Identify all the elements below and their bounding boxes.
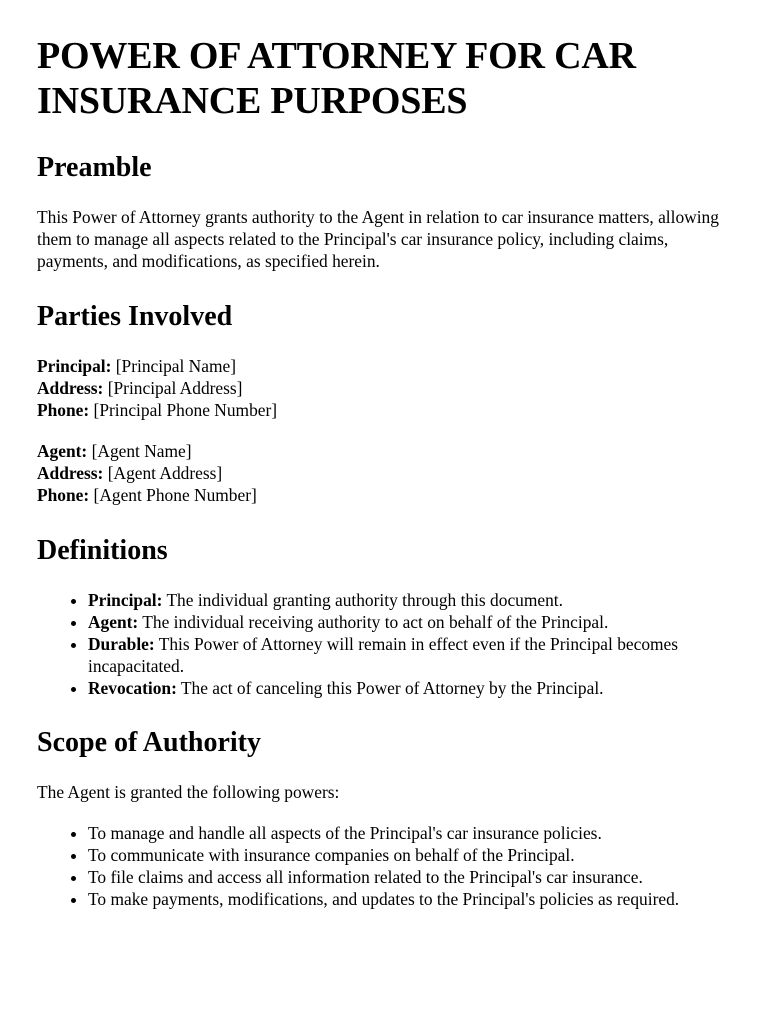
agent-phone-value: [Agent Phone Number] (93, 485, 257, 505)
scope-item: • To communicate with insurance companies on behalf of the Principal. (88, 844, 733, 866)
agent-address-value: [Agent Address] (107, 463, 223, 483)
principal-block (37, 355, 733, 421)
agent-address-label: Address: (37, 463, 104, 483)
document-title: POWER OF ATTORNEY FOR CAR INSURANCE PURPOSES (37, 35, 636, 122)
principal-name-value: [Principal Name] (115, 356, 236, 376)
definition-term: Durable: (88, 634, 155, 654)
principal-address-value: [Principal Address] (107, 378, 243, 398)
agent-address-line (37, 462, 733, 484)
principal-phone-line (37, 399, 733, 421)
preamble-heading: Preamble (37, 152, 152, 183)
definition-term: Revocation: (88, 678, 177, 698)
definition-item (88, 633, 733, 677)
definition-text: This Power of Attorney will remain in effect even if the Principal becomes incapacitated. (88, 634, 679, 676)
preamble-section (37, 152, 733, 272)
agent-phone-line (37, 484, 733, 506)
definitions-heading: Definitions (37, 535, 168, 566)
agent-phone-label: Phone: (37, 485, 90, 505)
definition-text: The act of canceling this Power of Attorney by the Principal. (180, 678, 604, 698)
scope-heading: Scope of Authority (37, 727, 261, 758)
preamble-text: This Power of Attorney grants authority to the Agent in relation to car insurance matters, allowing them to manage all aspects related to the Principal's car insurance policy, including claims, payments, and modifications, as specified herein. (37, 207, 719, 271)
principal-name-line (37, 355, 733, 377)
parties-heading: Parties Involved (37, 301, 233, 332)
definition-item (88, 611, 733, 633)
scope-item: • To manage and handle all aspects of the Principal's car insurance policies. (88, 822, 733, 844)
definition-term: Principal: (88, 590, 163, 610)
scope-section (37, 727, 733, 910)
agent-name-line (37, 440, 733, 462)
scope-item: • To file claims and access all information related to the Principal's car insurance. (88, 866, 733, 888)
definition-text: The individual receiving authority to act on behalf of the Principal. (142, 612, 609, 632)
definition-term: Agent: (88, 612, 139, 632)
principal-phone-label: Phone: (37, 400, 90, 420)
scope-item: • To make payments, modifications, and updates to the Principal's policies as required. (88, 888, 733, 910)
scope-intro: The Agent is granted the following powers: (37, 782, 340, 802)
definition-item (88, 589, 733, 611)
definitions-section (37, 535, 733, 699)
principal-name-label: Principal: (37, 356, 112, 376)
agent-name-value: [Agent Name] (91, 441, 192, 461)
definition-text: The individual granting authority through this document. (166, 590, 563, 610)
definitions-list (37, 589, 733, 699)
parties-section (37, 301, 733, 506)
agent-block (37, 440, 733, 506)
agent-name-label: Agent: (37, 441, 88, 461)
principal-phone-value: [Principal Phone Number] (93, 400, 278, 420)
principal-address-line (37, 377, 733, 399)
definition-item (88, 677, 733, 699)
principal-address-label: Address: (37, 378, 104, 398)
scope-list (37, 822, 733, 910)
